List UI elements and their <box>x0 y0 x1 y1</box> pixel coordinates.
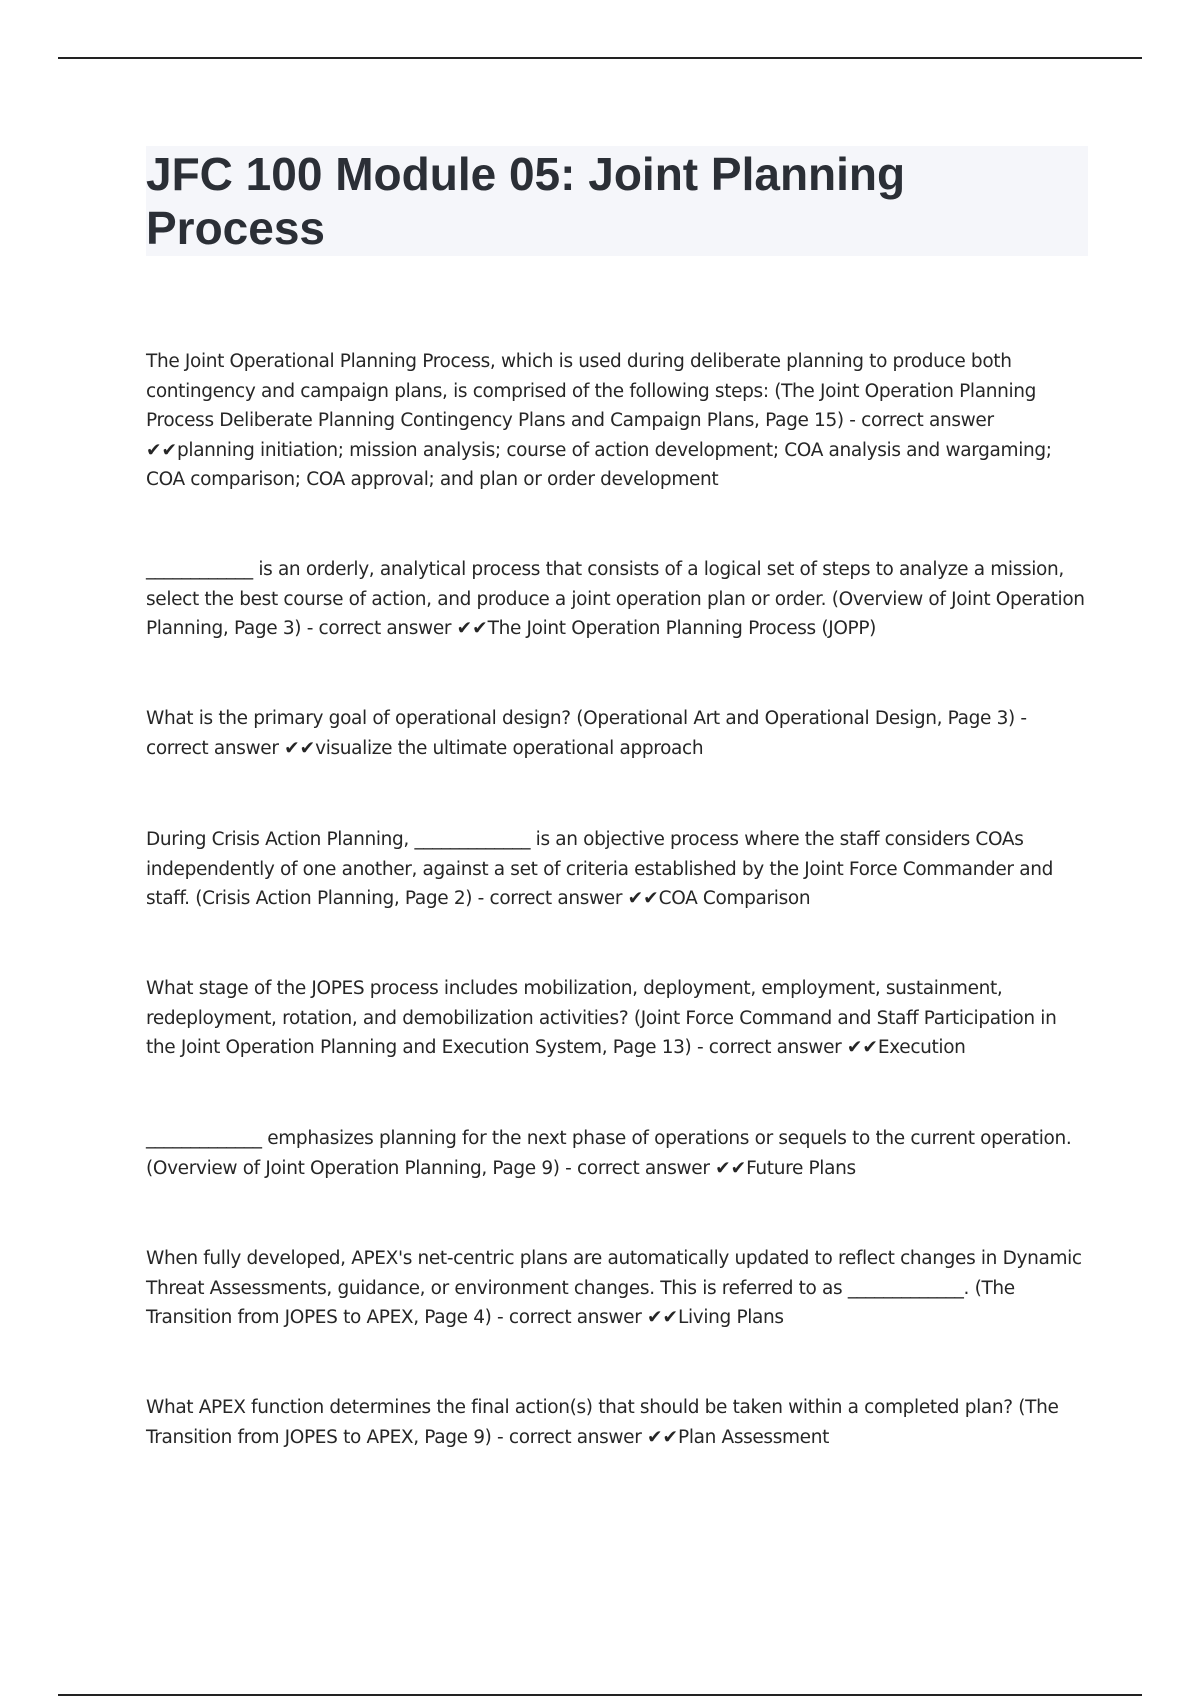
check-mark-icon: ✔✔ <box>647 1426 679 1448</box>
check-mark-icon: ✔✔ <box>846 1037 878 1058</box>
question-text: What stage of the JOPES process includes mobilization, deployment, employment, sustainment, redeployment, rotation, and demobilization activities? (Joint Force Command and Staff Participation in the Joint Operation Planning and Execution System, Page 13) - correct answer <box>146 978 1057 1058</box>
qa-item-4 <box>146 825 1090 914</box>
bottom-rule <box>58 1694 1142 1696</box>
question-text: What is the primary goal of operational design? (Operational Art and Operational Design, Page 3) - correct answer <box>146 708 1027 759</box>
question-text: ____________ is an orderly, analytical process that consists of a logical set of steps to analyze a mission, select the best course of action, and produce a joint operation plan or order. (Overview of Joint Operation Planning, Page 3) - correct answer <box>146 559 1085 639</box>
question-text: During Crisis Action Planning, _____________ is an objective process where the staff considers COAs independently of one another, against a set of criteria established by the Joint Force Commander and staff. (Crisis Action Planning, Page 2) - correct answer <box>146 829 1053 909</box>
qa-item-8 <box>146 1393 1090 1452</box>
check-mark-icon: ✔✔ <box>627 888 659 909</box>
answer-text: Living Plans <box>678 1307 784 1328</box>
answer-text: Future Plans <box>746 1157 856 1179</box>
answer-text: The Joint Operation Planning Process (JOPP) <box>487 618 877 639</box>
answer-text: Execution <box>877 1037 966 1058</box>
check-mark-icon: ✔✔ <box>647 1307 679 1328</box>
qa-item-2 <box>146 555 1090 644</box>
question-text: What APEX function determines the final action(s) that should be taken within a completed plan? (The Transition from JOPES to APEX, Page 9) - correct answer <box>146 1397 1059 1448</box>
question-text: The Joint Operational Planning Process, which is used during deliberate planning to produce both contingency and campaign plans, is comprised of the following steps: (The Joint Operation Planning Process Deliberate Planning Contingency Plans and Campaign Plans, Page 15) - correct answer <box>146 351 1037 431</box>
check-mark-icon: ✔✔ <box>146 439 178 461</box>
top-rule <box>58 57 1142 59</box>
check-mark-icon: ✔✔ <box>456 618 488 639</box>
check-mark-icon: ✔✔ <box>284 737 316 759</box>
qa-item-1 <box>146 347 1090 495</box>
answer-text: planning initiation; mission analysis; course of action development; COA analysis and wargaming; COA comparison; COA approval; and plan or order development <box>146 439 1052 490</box>
qa-item-7 <box>146 1244 1090 1333</box>
qa-item-6 <box>146 1124 1090 1183</box>
title-box <box>146 146 1088 256</box>
question-text: When fully developed, APEX's net-centric plans are automatically updated to reflect changes in Dynamic Threat Assessments, guidance, or environment changes. This is referred to as _____________. (The Transition from JOPES to APEX, Page 4) - correct answer <box>146 1248 1082 1328</box>
question-text: _____________ emphasizes planning for the next phase of operations or sequels to the current operation. (Overview of Joint Operation Planning, Page 9) - correct answer <box>146 1128 1072 1179</box>
qa-item-3 <box>146 704 1090 763</box>
qa-item-5 <box>146 974 1090 1063</box>
check-mark-icon: ✔✔ <box>715 1157 747 1179</box>
answer-text: Plan Assessment <box>678 1426 829 1448</box>
answer-text: visualize the ultimate operational approach <box>315 737 704 759</box>
answer-text: COA Comparison <box>658 888 811 909</box>
document-title: JFC 100 Module 05: Joint Planning Process <box>146 148 906 254</box>
